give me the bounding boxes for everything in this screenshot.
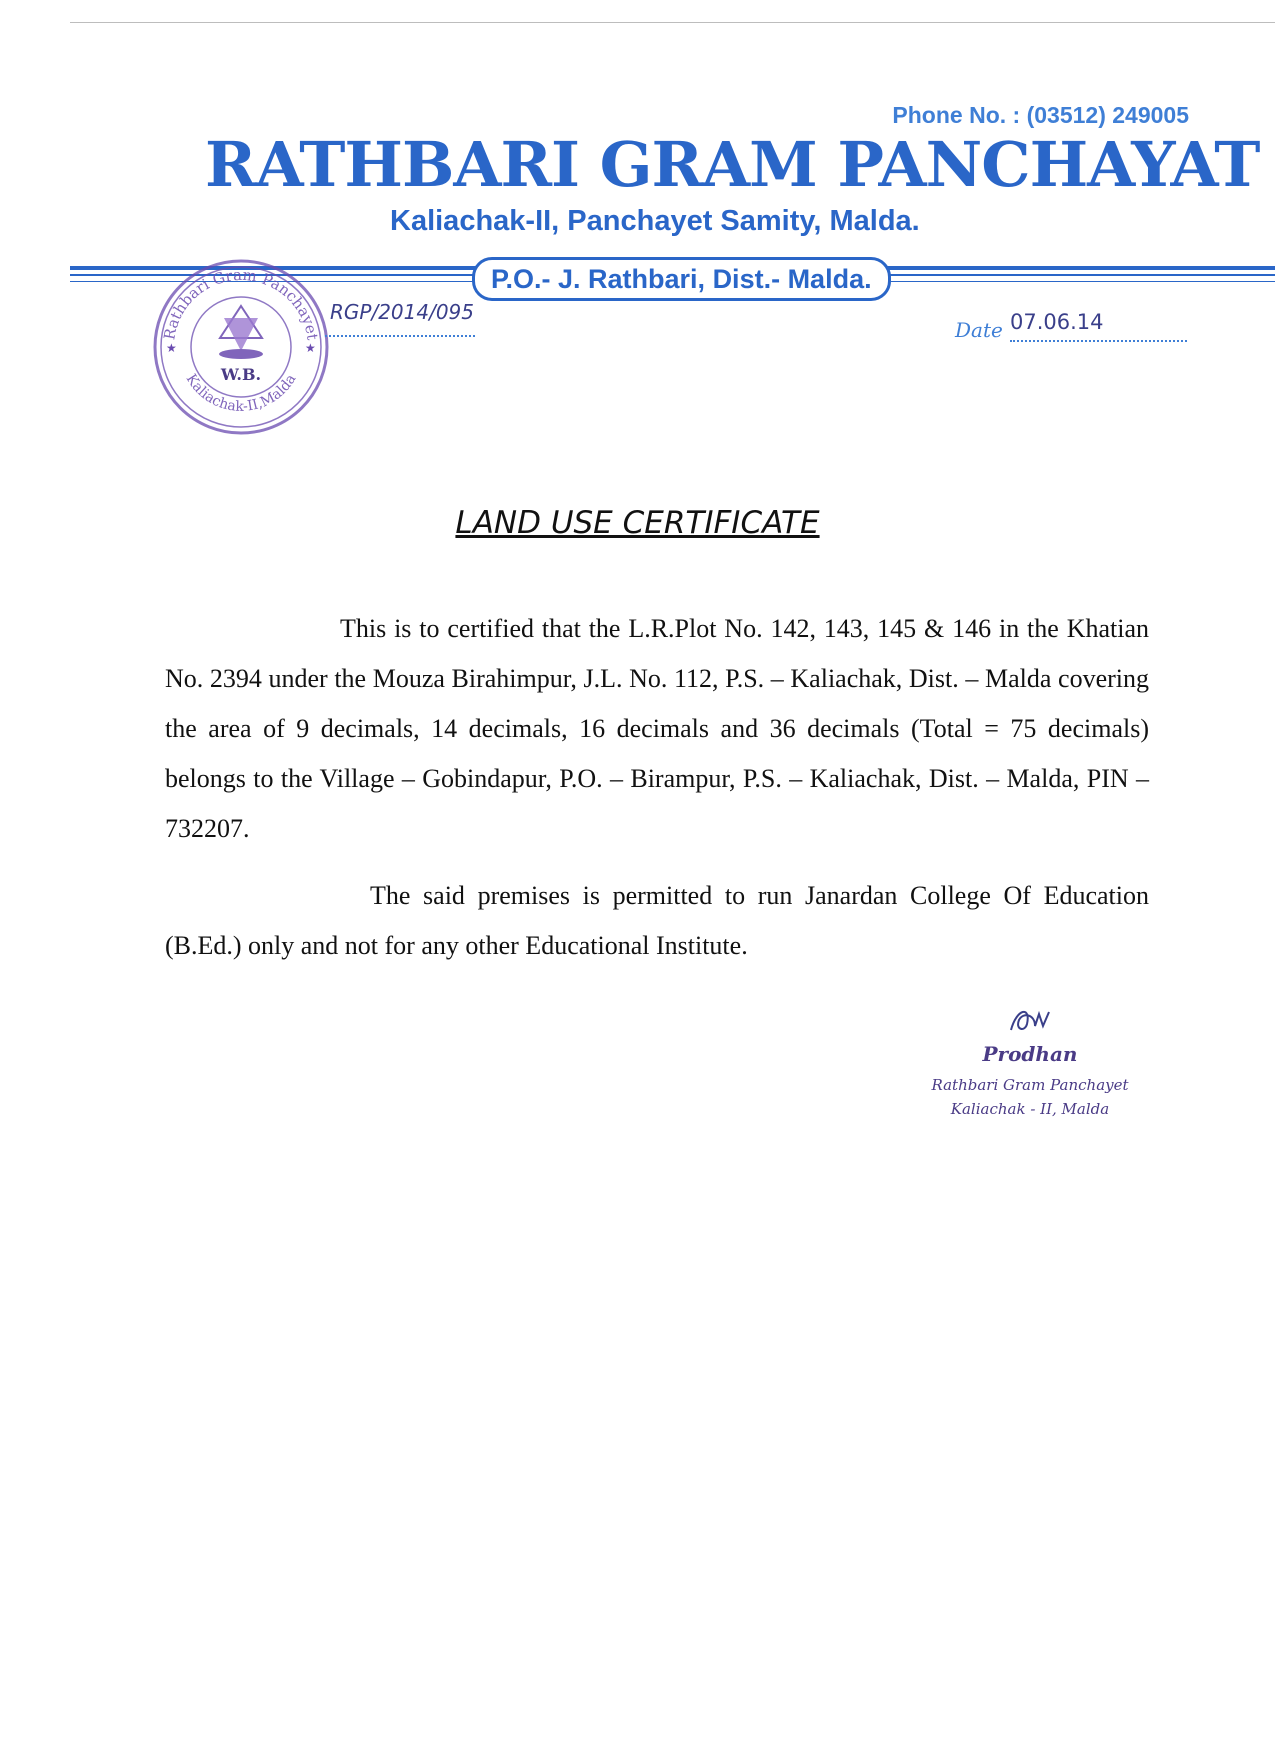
top-border-line: [70, 22, 1275, 23]
star-icon: ★: [166, 341, 177, 355]
reference-number: RGP/2014/095: [330, 300, 475, 324]
signatory-office: Rathbari Gram Panchayet: [931, 1076, 1129, 1094]
postal-address: P.O.- J. Rathbari, Dist.- Malda.: [472, 257, 891, 301]
certificate-heading: LAND USE CERTIFICATE: [455, 505, 820, 541]
seal-bottom-text: Kaliachak-II,Malda: [182, 371, 300, 415]
date-dotted-line: [1010, 340, 1187, 342]
phone-number: Phone No. : (03512) 249005: [892, 102, 1189, 128]
emblem-icon: [219, 306, 263, 359]
certificate-paragraph-2: The said premises is permitted to run Janardan College Of Education (B.Ed.) only and not for any other Educational Institute.: [165, 881, 1149, 960]
signature-block: [900, 1000, 1160, 1125]
date-field: [955, 310, 1187, 350]
panchayat-seal: [150, 256, 332, 438]
signatory-location: Kaliachak - II, Malda: [950, 1100, 1110, 1118]
organization-subtitle: Kaliachak-II, Panchayet Samity, Malda.: [390, 205, 920, 237]
date-value: 07.06.14: [1010, 310, 1104, 334]
organization-title: RATHBARI GRAM PANCHAYAT: [205, 128, 1260, 201]
signature-scribble-icon: [1005, 1000, 1055, 1040]
date-label: Date: [955, 318, 1003, 342]
star-icon: ★: [305, 341, 316, 355]
certificate-paragraph-1: This is to certified that the L.R.Plot No. 142, 143, 145 & 146 in the Khatian No. 2394 under the Mouza Birahimpur, J.L. No. 112, P.S. – Kaliachak, Dist. – Malda covering the area of 9 decimals, 14 decimals, 16 decimals and 36 decimals (Total = 75 decimals) belongs to the Village – Gobindapur, P.O. – Birampur, P.S. – Kaliachak, Dist. – Malda, PIN – 732207.: [165, 614, 1149, 843]
signatory-title: Prodhan: [982, 1042, 1078, 1066]
seal-top-text: Rathbari Gram Panchayet: [160, 265, 322, 342]
seal-center-text: W.B.: [220, 365, 262, 384]
reference-dotted-line: [325, 335, 475, 337]
